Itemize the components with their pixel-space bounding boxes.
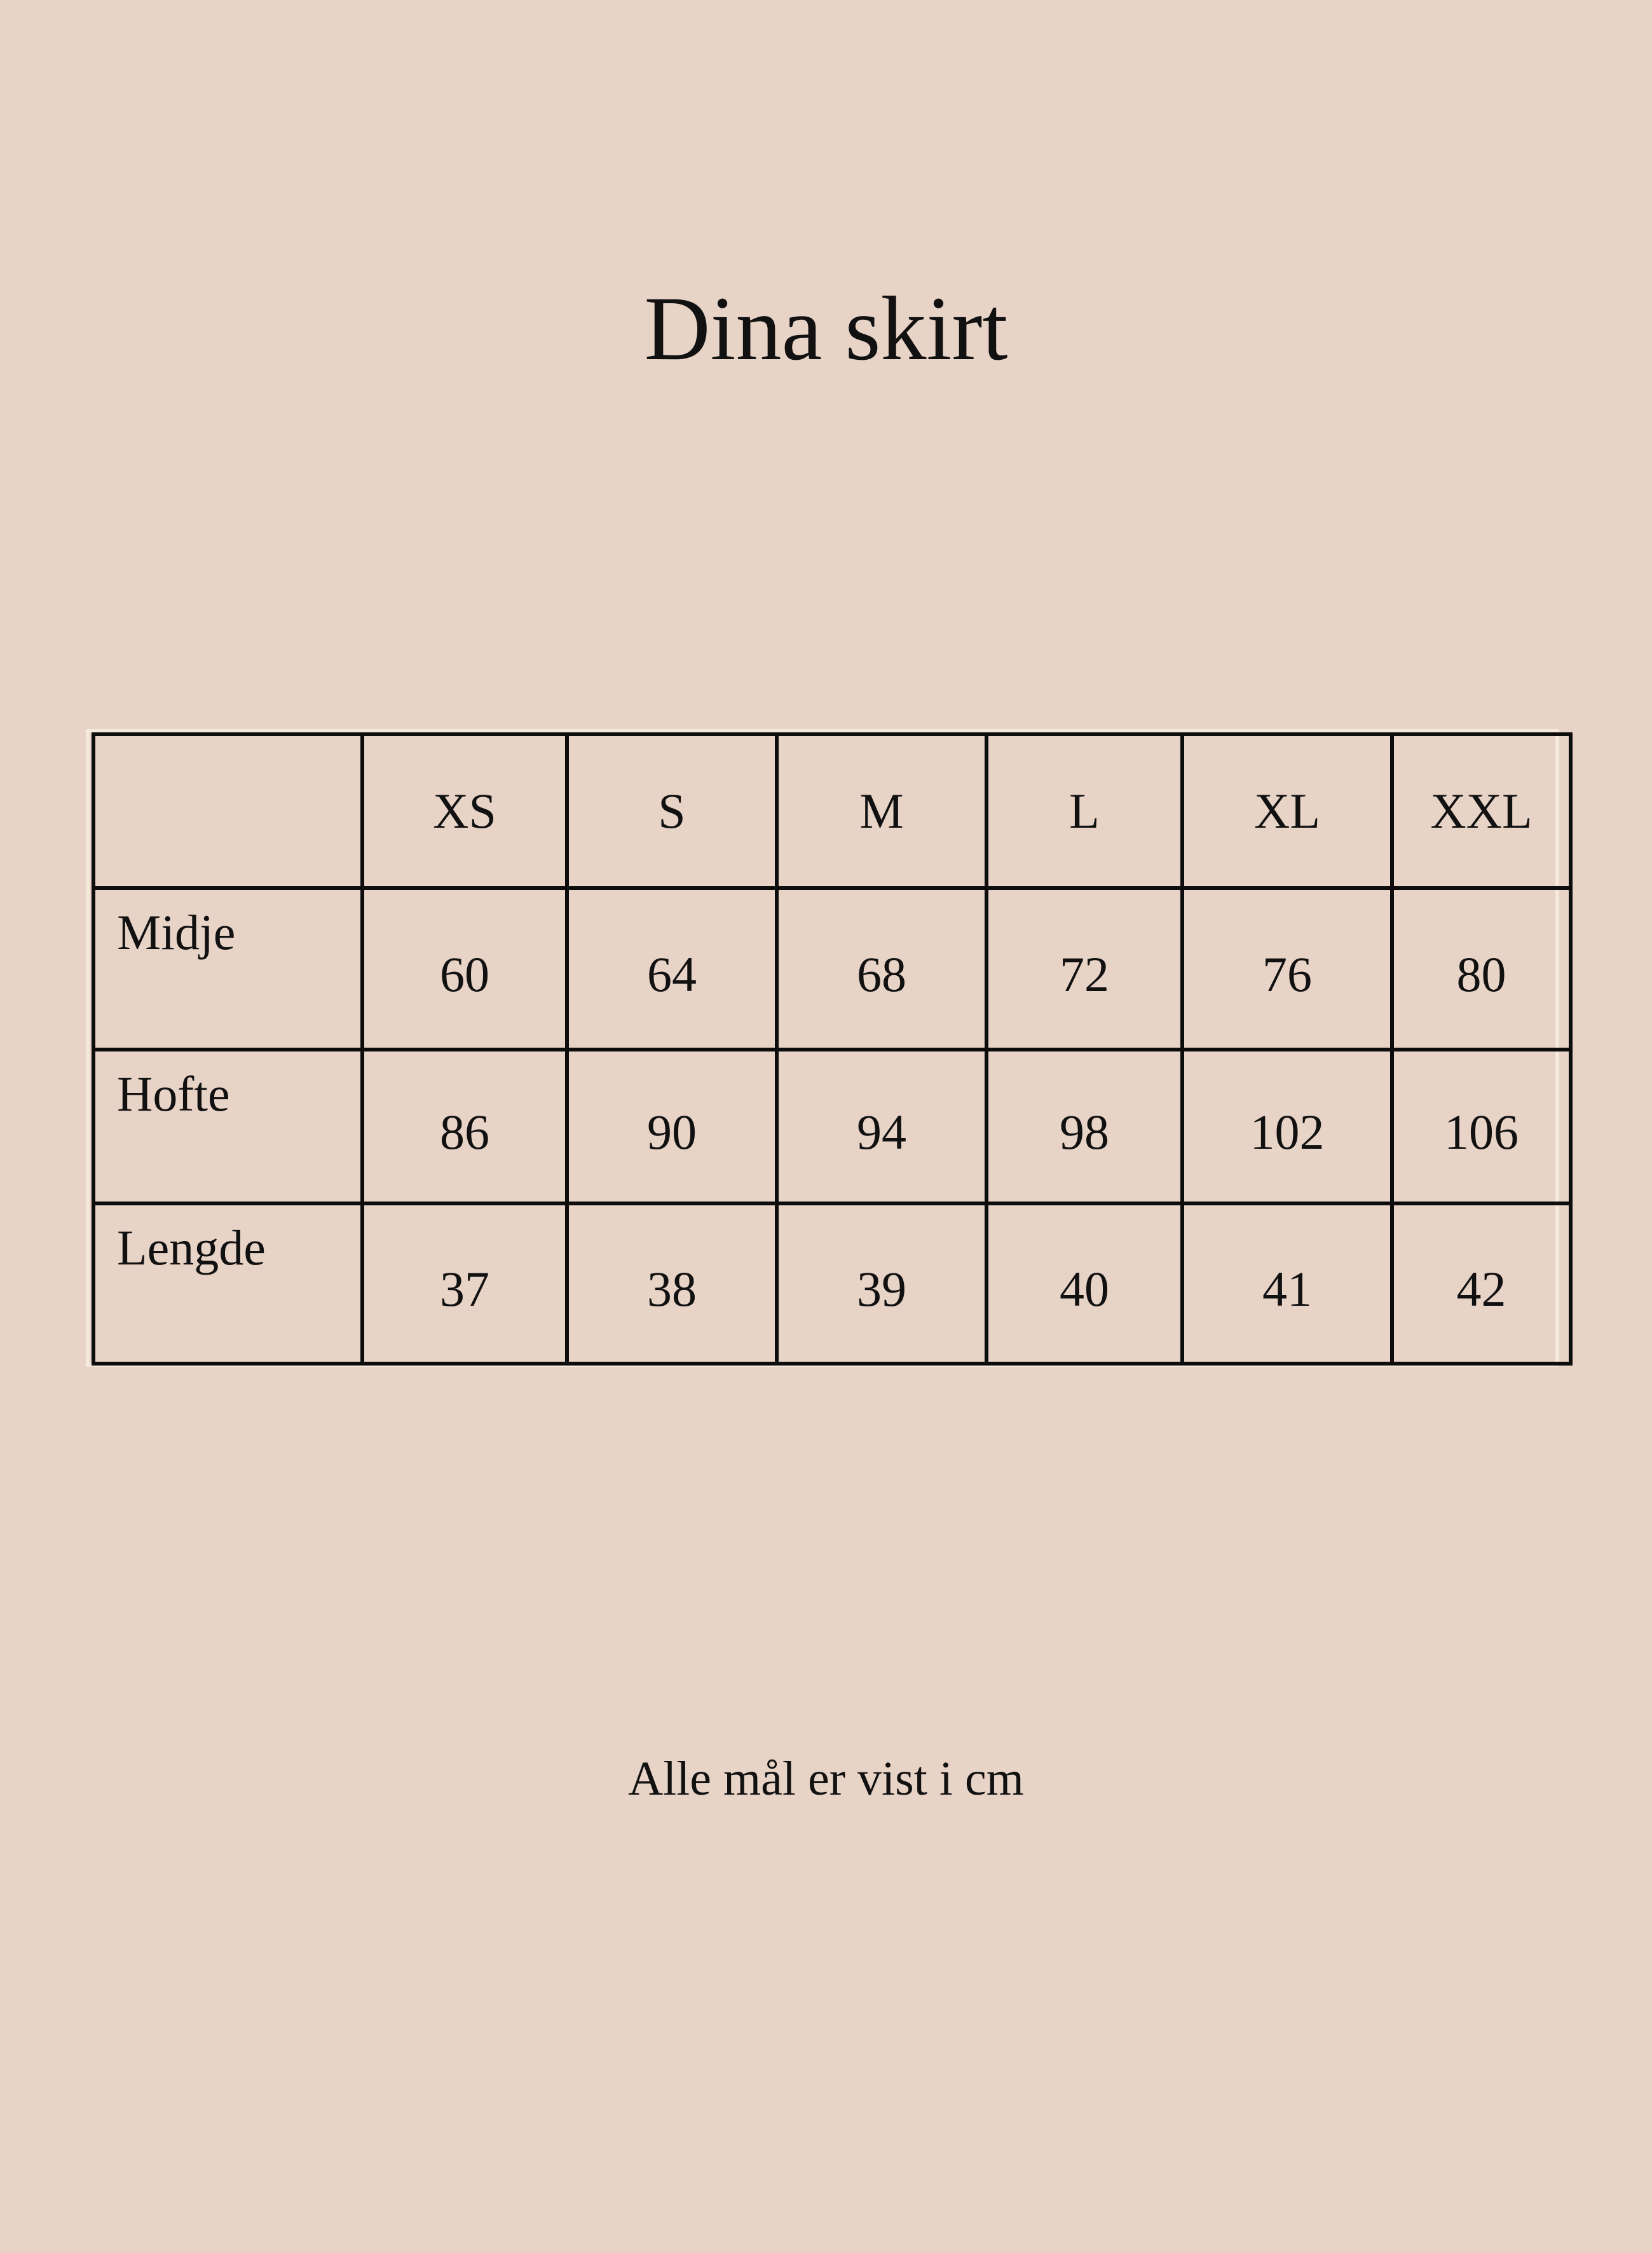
table-cell: 40 <box>986 1203 1182 1364</box>
table-cell: 90 <box>567 1050 777 1203</box>
table-cell: 80 <box>1392 888 1571 1050</box>
table-cell: 42 <box>1392 1203 1571 1364</box>
table-cell: 102 <box>1182 1050 1392 1203</box>
table-row-hofte <box>93 1050 1571 1203</box>
corner-cell <box>93 734 362 888</box>
table-cell: 86 <box>362 1050 567 1203</box>
size-header-m: M <box>777 734 986 888</box>
size-header-xxl: XXL <box>1392 734 1571 888</box>
size-header-xl: XL <box>1182 734 1392 888</box>
table-row-midje <box>93 888 1571 1050</box>
size-header-row <box>93 734 1571 888</box>
size-table <box>92 732 1573 1366</box>
table-row-lengde <box>93 1203 1571 1364</box>
table-cell: 60 <box>362 888 567 1050</box>
units-footnote: Alle mål er vist i cm <box>628 1752 1024 1805</box>
table-cell: 41 <box>1182 1203 1392 1364</box>
table-cell: 38 <box>567 1203 777 1364</box>
table-cell: 76 <box>1182 888 1392 1050</box>
table-cell: 68 <box>777 888 986 1050</box>
table-cell: 94 <box>777 1050 986 1203</box>
row-label-lengde: Lengde <box>93 1203 362 1364</box>
table-cell: 106 <box>1392 1050 1571 1203</box>
table-cell: 98 <box>986 1050 1182 1203</box>
row-label-midje: Midje <box>93 888 362 1050</box>
size-header-s: S <box>567 734 777 888</box>
table-cell: 37 <box>362 1203 567 1364</box>
size-header-l: L <box>986 734 1182 888</box>
table-cell: 72 <box>986 888 1182 1050</box>
row-label-hofte: Hofte <box>93 1050 362 1203</box>
page-title: Dina skirt <box>644 278 1008 380</box>
size-header-xs: XS <box>362 734 567 888</box>
table-cell: 64 <box>567 888 777 1050</box>
table-cell: 39 <box>777 1203 986 1364</box>
